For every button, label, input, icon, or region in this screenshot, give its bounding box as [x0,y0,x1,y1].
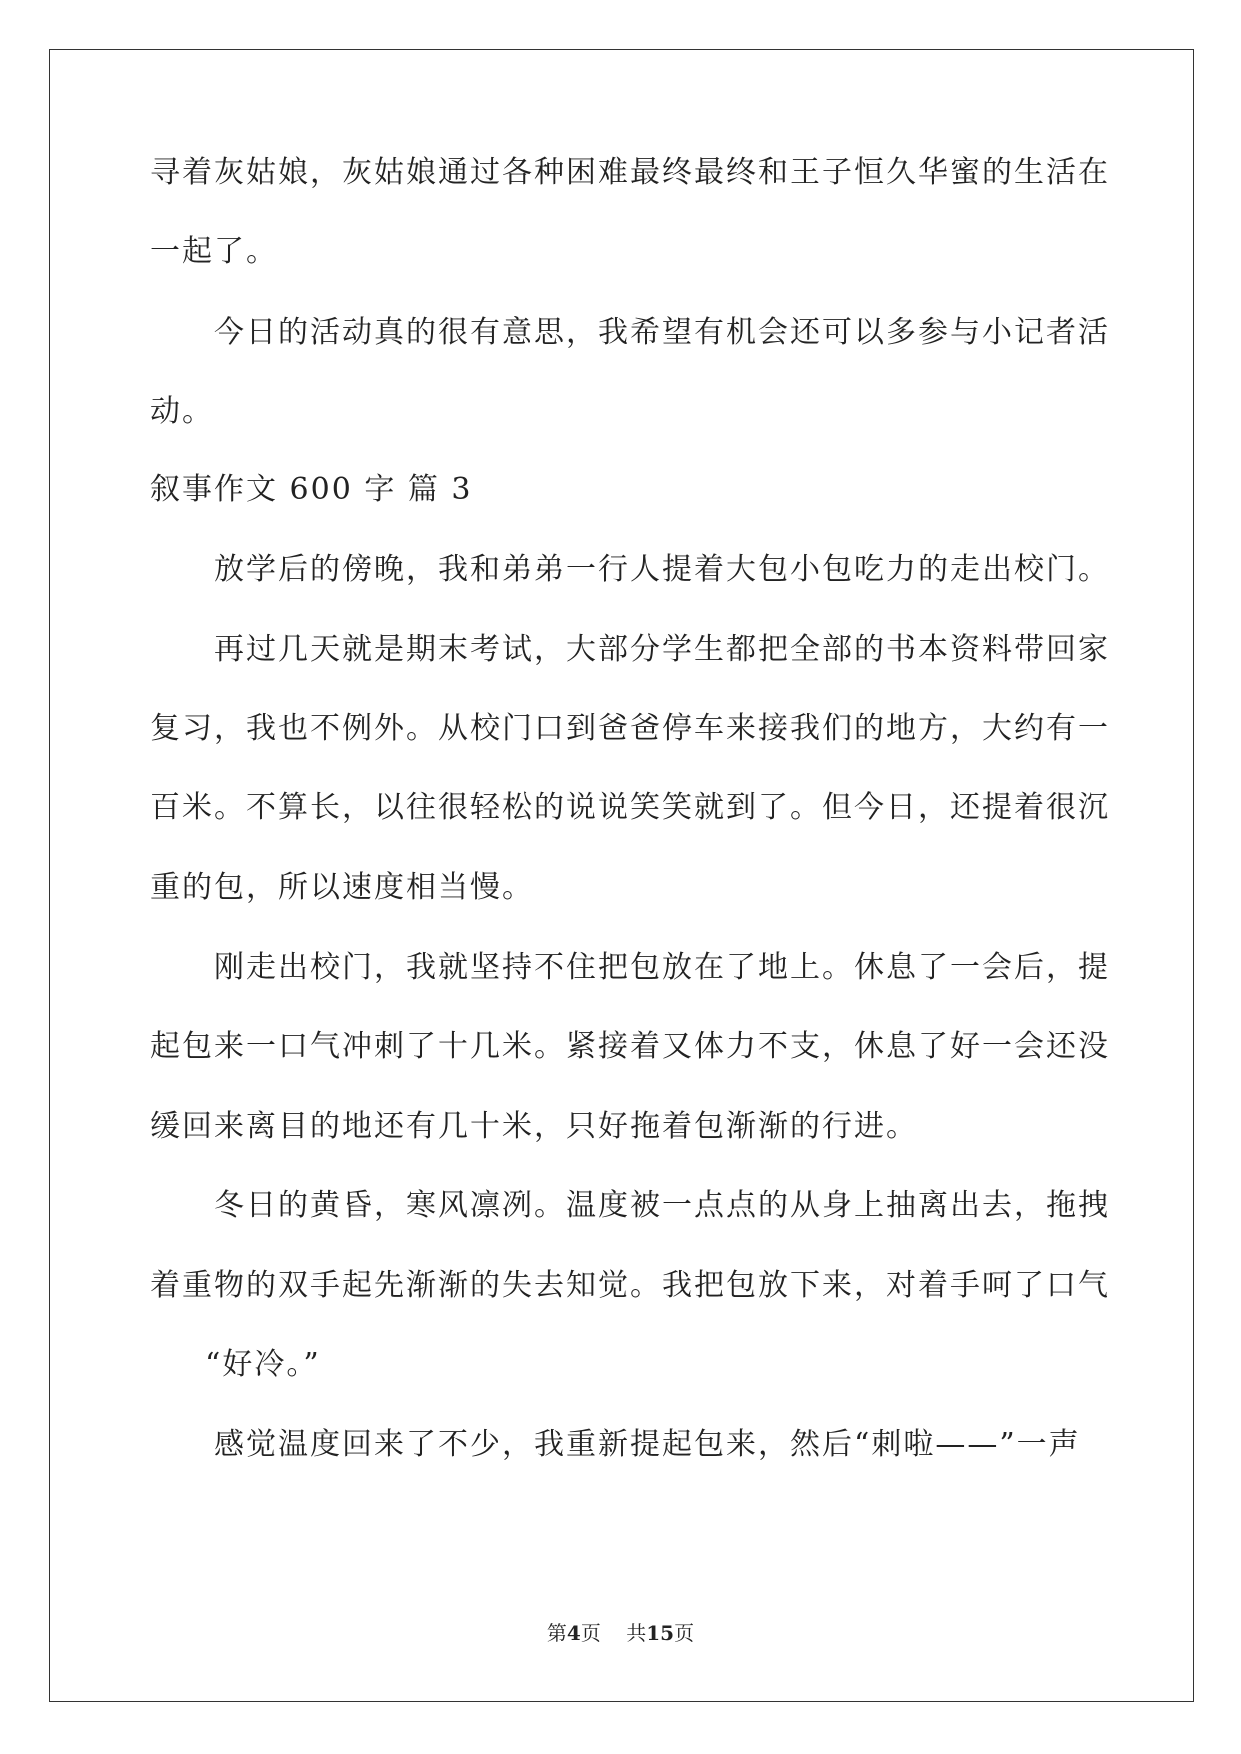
footer-spacer [601,1621,626,1645]
text-line-13: 缓回来离目的地还有几十米，只好拖着包渐渐的行进。 [150,1109,918,1144]
text-line-6: 放学后的傍晚，我和弟弟一行人提着大包小包吃力的走出校门。 [214,552,1110,587]
text-line-10: 重的包，所以速度相当慢。 [150,870,534,905]
page-footer [0,1617,1241,1646]
text-line-15: 着重物的双手起先渐渐的失去知觉。我把包放下来，对着手呵了口气 [150,1268,1110,1303]
footer-total-suffix: 页 [674,1621,695,1645]
text-line-16: “好冷。” [205,1347,321,1382]
text-line-12: 起包来一口气冲刺了十几米。紧接着又体力不支，休息了好一会还没 [150,1029,1110,1064]
text-line-9: 百米。不算长，以往很轻松的说说笑笑就到了。但今日，还提着很沉 [150,790,1110,825]
footer-prefix: 第 [546,1621,567,1645]
text-line-2: 一起了。 [150,234,278,269]
footer-page-number: 4 [566,1621,581,1645]
footer-page-suffix: 页 [580,1621,601,1645]
text-line-8: 复习，我也不例外。从校门口到爸爸停车来接我们的地方，大约有一 [150,711,1110,746]
text-line-11: 刚走出校门，我就坚持不住把包放在了地上。休息了一会后，提 [214,950,1110,985]
text-line-14: 冬日的黄昏，寒风凛冽。温度被一点点的从身上抽离出去，拖拽 [214,1188,1110,1223]
footer-total-prefix: 共 [626,1621,647,1645]
text-line-1: 寻着灰姑娘，灰姑娘通过各种困难最终最终和王子恒久华蜜的生活在 [150,155,1110,190]
text-line-7: 再过几天就是期末考试，大部分学生都把全部的书本资料带回家 [214,632,1110,667]
section-heading: 叙事作文 600 字 篇 3 [150,472,473,507]
text-line-17: 感觉温度回来了不少，我重新提起包来，然后“刺啦——”一声 [214,1427,1081,1462]
text-line-4: 动。 [150,394,214,429]
footer-total-pages: 15 [646,1621,675,1645]
text-line-3: 今日的活动真的很有意思，我希望有机会还可以多参与小记者活 [214,315,1110,350]
